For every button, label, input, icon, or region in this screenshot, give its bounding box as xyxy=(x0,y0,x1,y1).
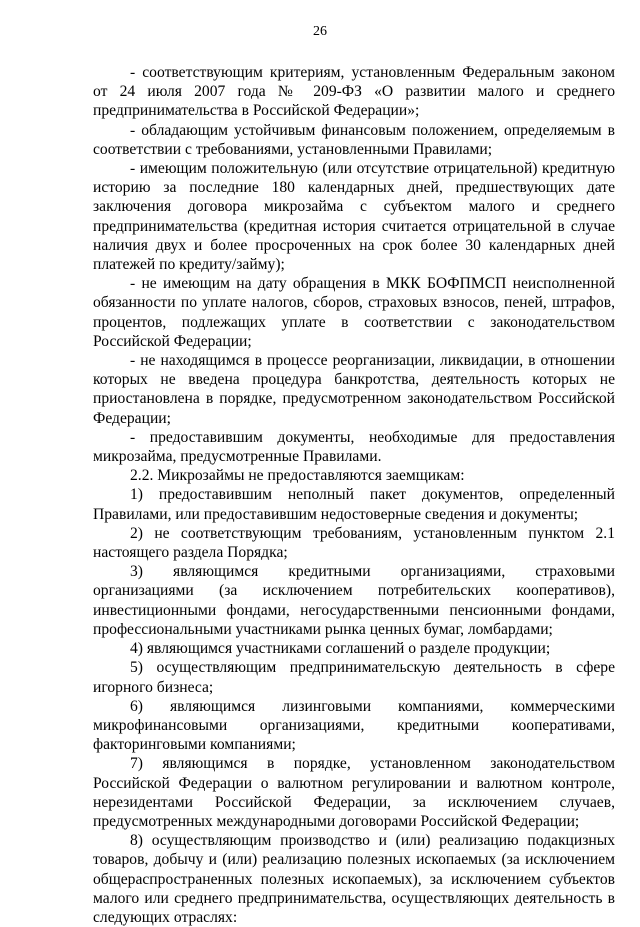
paragraph: 7) являющимся в порядке, установленном законодательством Российской Федерации о валютном регулировании и валютном контроле, нерезидентами Российской Федерации, за исключением случаев, предусмотренных международными договорами Российской Федерации; xyxy=(93,755,615,830)
paragraph: 3) являющимся кредитными организациями, страховыми организациями (за исключением потребительских кооперативов), инвестиционными фондами, негосударственными пенсионными фондами, профессиональными участниками рынка ценных бумаг, ломбардами; xyxy=(93,563,615,638)
page-number: 26 xyxy=(313,24,327,39)
paragraph: 1) предоставившим неполный пакет документов, определенный Правилами, или предоставившим недостоверные сведения и документы; xyxy=(93,486,615,523)
paragraph: 2.2. Микрозаймы не предоставляются заемщикам: xyxy=(130,467,465,485)
paragraph: 8) осуществляющим производство и (или) реализацию подакцизных товаров, добычу и (или) реализацию полезных ископаемых (за исключением общераспространенных полезных ископаемых), за исключением субъектов малого или среднего предпринимательства, осуществляющих деятельность в следующих отраслях: xyxy=(93,832,615,926)
paragraph: - имеющим положительную (или отсутствие отрицательной) кредитную историю за последние 180 календарных дней, предшествующих дате заключения договора микрозайма с субъектом малого и среднего предпринимательства (кредитная история считается отрицательной в случае наличия двух и более просроченных на срок более 30 календарных дней платежей по кредиту/займу); xyxy=(93,160,615,274)
paragraph: 4) являющимся участниками соглашений о разделе продукции; xyxy=(130,640,551,658)
paragraph: - обладающим устойчивым финансовым положением, определяемым в соответствии с требованиями, установленными Правилами; xyxy=(93,121,615,158)
paragraph: - соответствующим критериям, установленным Федеральным законом от 24 июля 2007 года № 209-ФЗ «О развитии малого и среднего предпринимательства в Российской Федерации»; xyxy=(93,64,615,120)
paragraph: 5) осуществляющим предпринимательскую деятельность в сфере игорного бизнеса; xyxy=(93,659,615,696)
paragraph: - предоставившим документы, необходимые для предоставления микрозайма, предусмотренные Правилами. xyxy=(93,428,615,466)
paragraph: 2) не соответствующим требованиям, установленным пунктом 2.1 настоящего раздела Порядка; xyxy=(93,524,615,562)
paragraph: - не имеющим на дату обращения в МКК БОФПМСП неисполненной обязанности по уплате налогов, сборов, страховых взносов, пеней, штрафов, процентов, подлежащих уплате в соответствии с законодательством Российской Федерации; xyxy=(93,275,615,350)
paragraph: 6) являющимся лизинговыми компаниями, коммерческими микрофинансовыми организациями, кредитными кооперативами, факторинговыми компаниями; xyxy=(93,697,615,754)
paragraph: - не находящимся в процессе реорганизации, ликвидации, в отношении которых не введена процедура банкротства, деятельность которых не приостановлена в порядке, предусмотренном законодательством Российской Федерации; xyxy=(93,352,615,427)
document-body xyxy=(93,63,615,927)
